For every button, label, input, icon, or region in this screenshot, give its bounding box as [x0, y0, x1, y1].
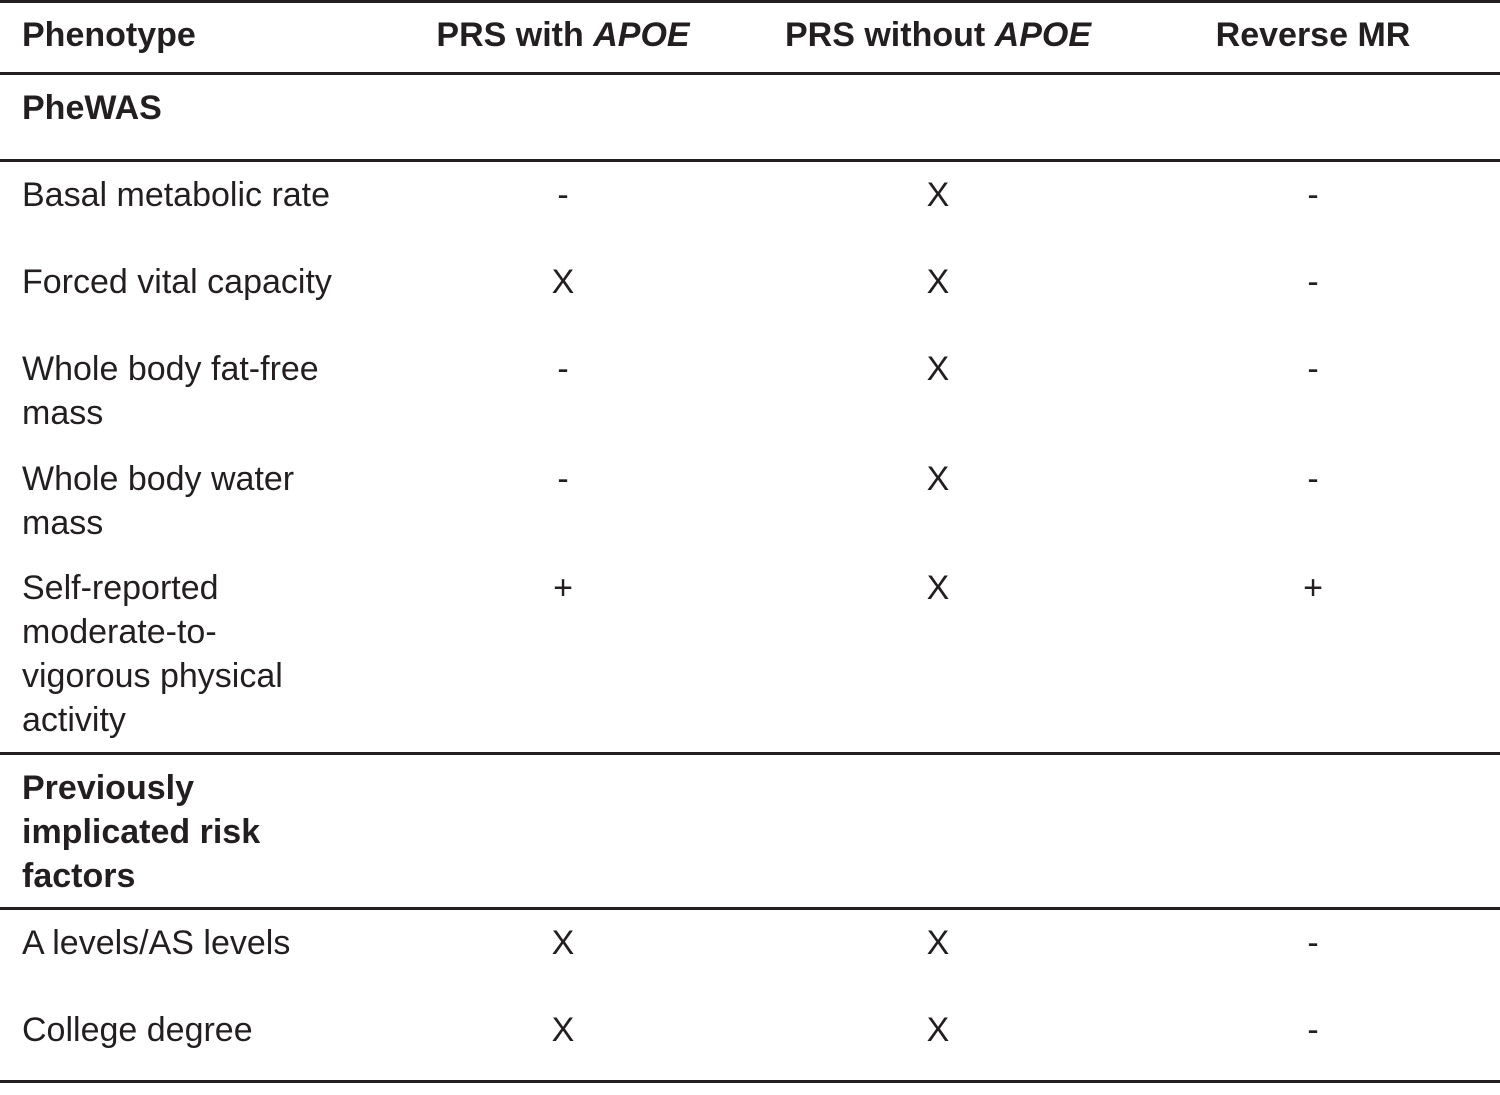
prs-without-apoe-cell: X	[926, 263, 950, 301]
prs-with-apoe-cell: -	[557, 460, 569, 498]
phenotype-cell: Basal metabolic rate	[22, 176, 331, 214]
top-rule	[0, 0, 1500, 3]
bottom-rule	[0, 1080, 1500, 1083]
prs-without-apoe-cell: X	[926, 350, 950, 388]
section-title: PheWAS	[22, 89, 162, 127]
prs-with-apoe-cell: -	[557, 350, 569, 388]
phenotype-cell: Whole body fat-free mass	[22, 350, 319, 432]
reverse-mr-cell: -	[1307, 263, 1319, 301]
prs-with-apoe-cell: +	[553, 569, 573, 607]
section-rule	[0, 907, 1500, 910]
reverse-mr-cell: -	[1307, 1011, 1319, 1049]
prs-with-apoe-cell: X	[551, 924, 575, 962]
gene-name: APOE	[593, 16, 690, 54]
prs-with-apoe-cell: -	[557, 176, 569, 214]
phenotype-cell: College degree	[22, 1011, 253, 1049]
column-header-label: PRS with	[436, 16, 594, 54]
reverse-mr-cell: -	[1307, 176, 1319, 214]
prs-without-apoe-cell: X	[926, 460, 950, 498]
section-title: Previously implicated risk factors	[22, 769, 261, 895]
column-header-label: Reverse MR	[1215, 16, 1411, 54]
prs-without-apoe-cell: X	[926, 569, 950, 607]
column-header-label: Phenotype	[22, 16, 196, 54]
reverse-mr-cell: -	[1307, 924, 1319, 962]
column-header-reverse-mr	[1216, 13, 1411, 57]
reverse-mr-cell: +	[1303, 569, 1323, 607]
prs-without-apoe-cell: X	[926, 1011, 950, 1049]
column-header-prs-without-apoe	[785, 13, 1091, 57]
column-header-label: PRS without	[784, 16, 995, 54]
gene-name: APOE	[994, 16, 1092, 54]
section-rule	[0, 159, 1500, 162]
reverse-mr-cell: -	[1307, 460, 1319, 498]
phenotype-cell: Whole body water mass	[22, 460, 295, 542]
prs-with-apoe-cell: X	[551, 1011, 575, 1049]
column-header-prs-with-apoe	[436, 13, 689, 57]
column-header-phenotype	[22, 13, 362, 57]
prs-with-apoe-cell: X	[551, 263, 575, 301]
header-rule	[0, 72, 1500, 75]
phenotype-cell: A levels/AS levels	[22, 924, 291, 962]
reverse-mr-cell: -	[1307, 350, 1319, 388]
section-rule	[0, 752, 1500, 755]
phenotype-cell: Self-reported moderate-to-vigorous physical activity	[22, 569, 283, 739]
prs-without-apoe-cell: X	[926, 176, 950, 214]
prs-without-apoe-cell: X	[926, 924, 950, 962]
phenotype-cell: Forced vital capacity	[22, 263, 332, 301]
